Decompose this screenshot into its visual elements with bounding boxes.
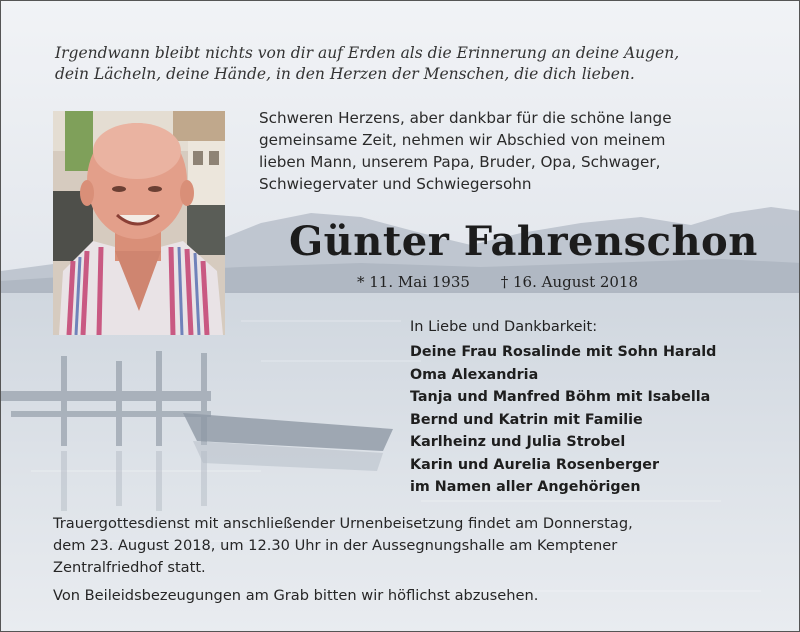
service-line: dem 23. August 2018, um 12.30 Uhr in der Aussegnungshalle am Kemptener: [53, 537, 618, 554]
service-line: Zentralfriedhof statt.: [53, 559, 206, 576]
list-item: Karin und Aurelia Rosenberger: [410, 456, 659, 473]
birth-date: * 11. Mai 1935: [357, 273, 470, 291]
quote-line: dein Lächeln, deine Hände, in den Herzen der Menschen, die dich lieben.: [55, 65, 635, 83]
list-item: Oma Alexandria: [410, 366, 539, 383]
list-item: Deine Frau Rosalinde mit Sohn Harald: [410, 344, 717, 360]
memorial-quote: [55, 43, 755, 85]
intro-text: [259, 107, 749, 195]
intro-line: lieben Mann, unserem Papa, Bruder, Opa, Schwager,: [259, 153, 661, 171]
life-dates: [357, 271, 687, 293]
portrait-photo: [53, 111, 225, 335]
intro-line: gemeinsame Zeit, nehmen wir Abschied von meinem: [259, 131, 666, 149]
list-item: Bernd und Katrin mit Familie: [410, 411, 643, 428]
list-item: im Namen aller Angehörigen: [410, 479, 641, 495]
mourners-list: [410, 341, 770, 499]
signoff-text: In Liebe und Dankbarkeit:: [410, 319, 598, 335]
funeral-service-info: [53, 513, 749, 579]
intro-line: Schwiegervater und Schwiegersohn: [259, 175, 532, 193]
list-item: Karlheinz und Julia Strobel: [410, 434, 626, 450]
list-item: Tanja und Manfred Böhm mit Isabella: [410, 389, 711, 405]
deceased-name: Günter Fahrenschon: [289, 218, 758, 265]
quote-line: Irgendwann bleibt nichts von dir auf Erden als die Erinnerung an deine Augen,: [55, 44, 680, 62]
condolence-note: Von Beileidsbezeugungen am Grab bitten wir höflichst abzusehen.: [53, 587, 539, 604]
intro-line: Schweren Herzens, aber dankbar für die schöne lange: [259, 109, 672, 127]
service-line: Trauergottesdienst mit anschließender Urnenbeisetzung findet am Donnerstag,: [53, 515, 633, 532]
death-date: † 16. August 2018: [500, 273, 639, 291]
